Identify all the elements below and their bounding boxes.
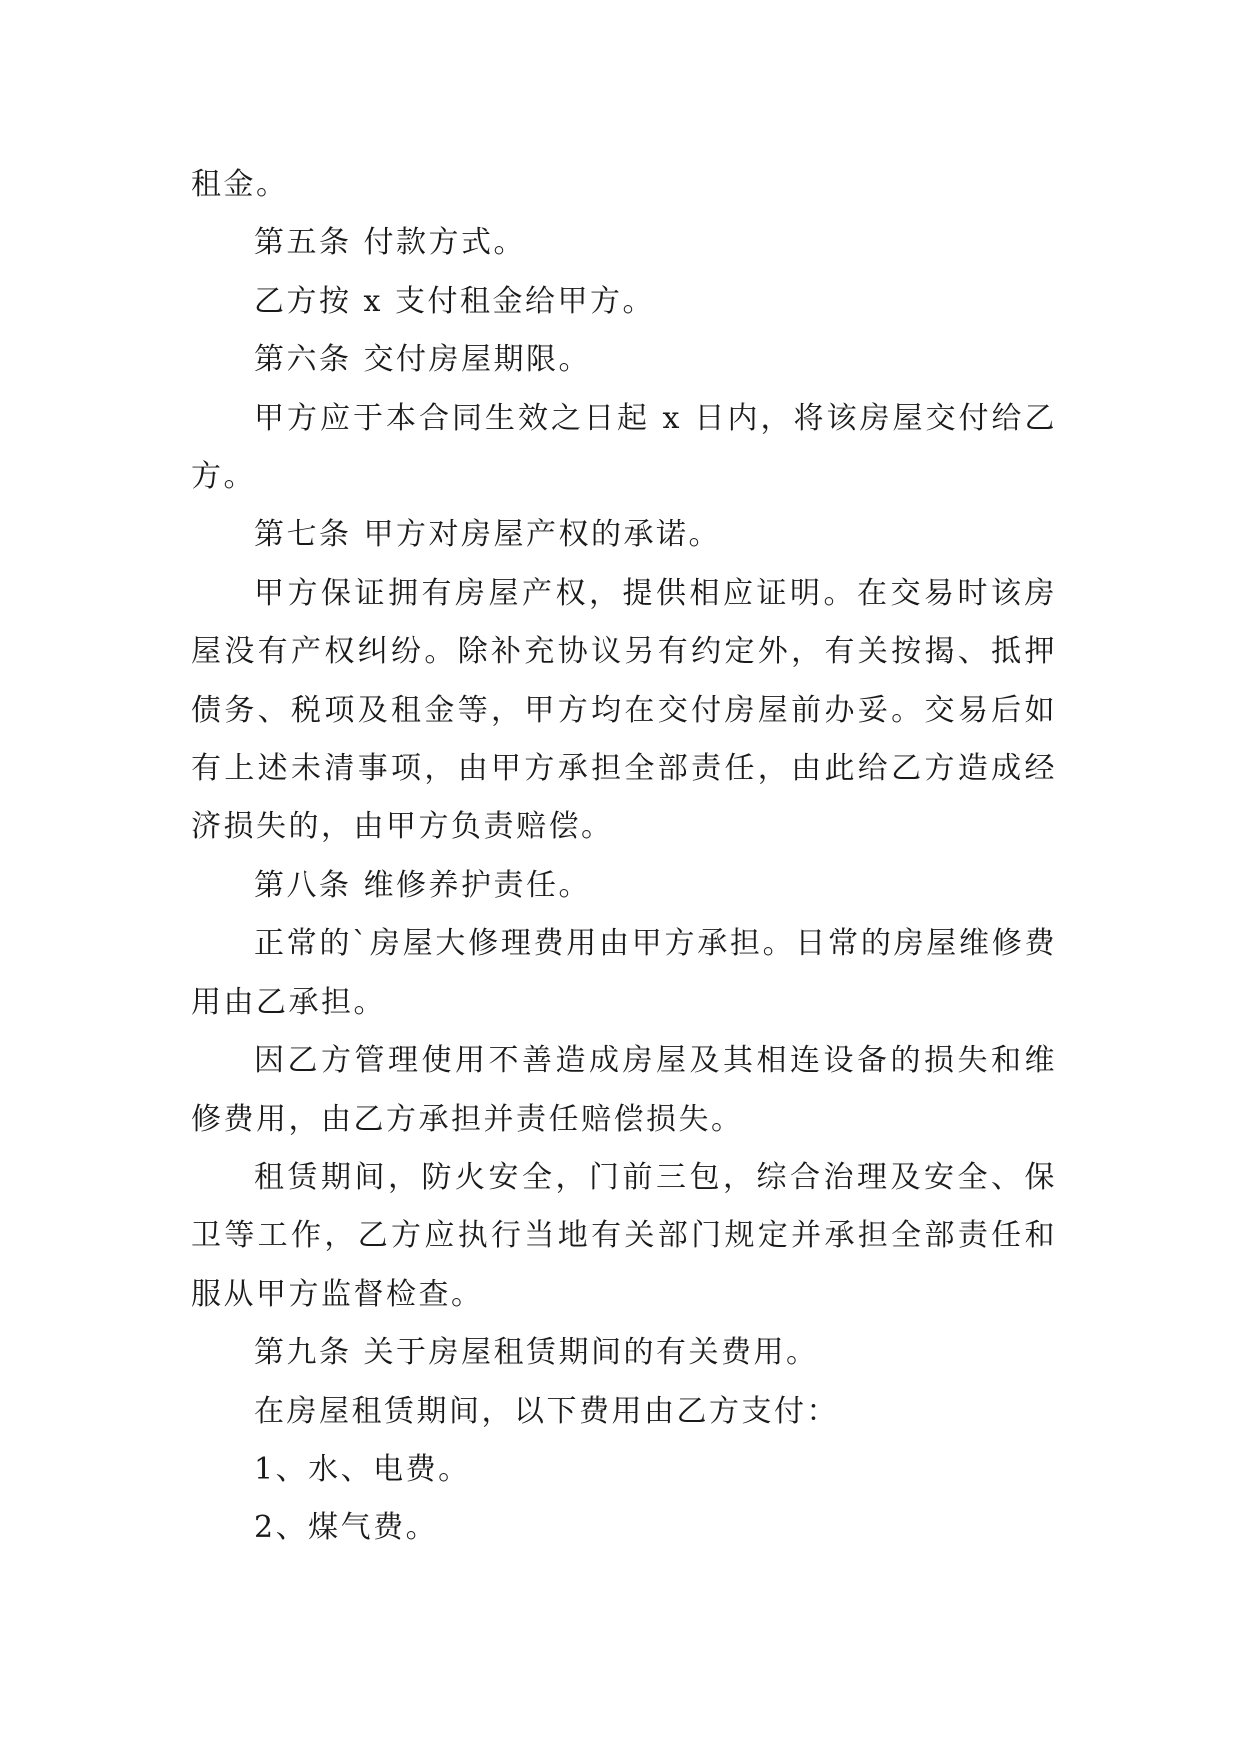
paragraph: 甲方保证拥有房屋产权，提供相应证明。在交易时该房屋没有产权纠纷。除补充协议另有约定外，有关按揭、抵押债务、税项及租金等，甲方均在交付房屋前办妥。交易后如有上述未清事项，由甲方承担全部责任，由此给乙方造成经济损失的，由甲方负责赔偿。 [191, 575, 1057, 845]
paragraph: 乙方按 x 支付租金给甲方。 [254, 283, 655, 319]
list-item: 1、水、电费。 [254, 1451, 471, 1487]
paragraph: 租赁期间，防火安全，门前三包，综合治理及安全、保卫等工作，乙方应执行当地有关部门规定并承担全部责任和服从甲方监督检查。 [191, 1159, 1057, 1312]
paragraph: 甲方应于本合同生效之日起 x 日内，将该房屋交付给乙方。 [191, 400, 1057, 495]
paragraph: 租金。 [191, 167, 289, 202]
article-heading: 第七条 甲方对房屋产权的承诺。 [254, 517, 722, 553]
paragraph: 在房屋租赁期间，以下费用由乙方支付： [254, 1393, 839, 1429]
paragraph: 因乙方管理使用不善造成房屋及其相连设备的损失和维修费用，由乙方承担并责任赔偿损失。 [191, 1043, 1057, 1137]
article-heading: 第五条 付款方式。 [254, 225, 527, 261]
article-heading: 第六条 交付房屋期限。 [254, 342, 592, 378]
article-heading: 第八条 维修养护责任。 [254, 867, 592, 903]
article-heading: 第九条 关于房屋租赁期间的有关费用。 [254, 1335, 819, 1371]
list-item: 2、煤气费。 [254, 1510, 439, 1546]
document-body [191, 156, 1057, 1558]
paragraph: 正常的`房屋大修理费用由甲方承担。日常的房屋维修费用由乙承担。 [191, 926, 1057, 1020]
